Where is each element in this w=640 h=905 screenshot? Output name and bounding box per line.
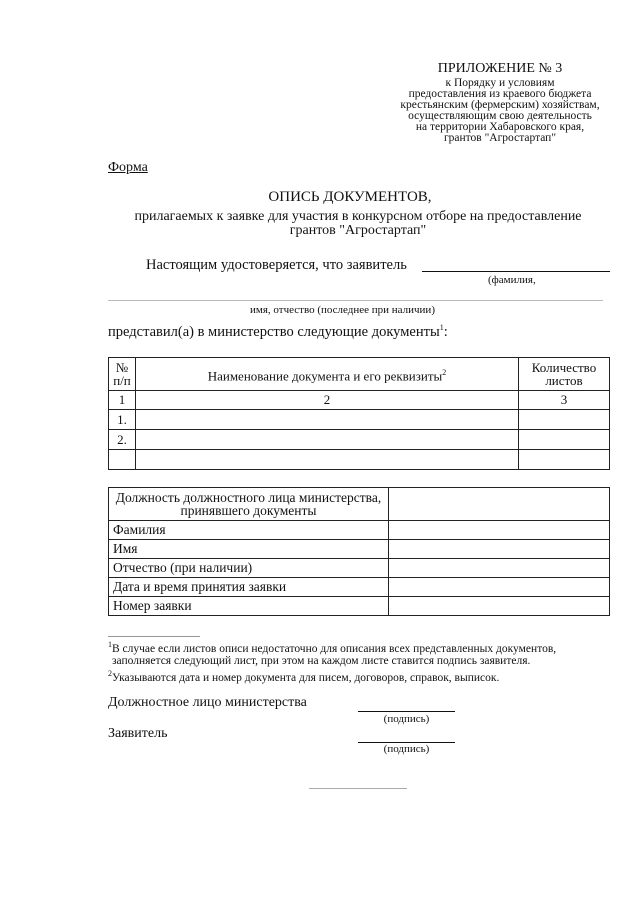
- info-row: [109, 521, 610, 540]
- official-position-value[interactable]: [389, 488, 610, 521]
- footnote-separator: [108, 636, 200, 637]
- row-number: 1.: [109, 410, 136, 430]
- patronymic-label: Отчество (при наличии): [109, 559, 389, 578]
- submitted-text: [108, 323, 448, 341]
- header-sheet-count: Количество листов: [519, 358, 610, 391]
- first-name-label: Имя: [109, 540, 389, 559]
- row-number: [109, 450, 136, 470]
- header-document-name: [136, 358, 519, 391]
- footnote-2: [108, 668, 613, 684]
- appendix-line: к Порядку и условиям: [445, 77, 555, 89]
- signature-caption: (подпись): [383, 743, 430, 755]
- submitted-colon: :: [443, 323, 448, 340]
- column-number: 1: [109, 391, 136, 410]
- info-row: [109, 559, 610, 578]
- footnotes: [108, 639, 613, 684]
- footnote-mark-1: 1: [108, 640, 112, 649]
- table-row: [109, 410, 610, 430]
- info-row: [109, 578, 610, 597]
- official-signature-line[interactable]: [358, 711, 455, 712]
- appendix-line: осуществляющим свою деятельность: [408, 110, 592, 122]
- column-number: 3: [519, 391, 610, 410]
- footnote-ref-1: 1: [439, 323, 444, 332]
- footnote-1-line-2: заполняется следующий лист, при этом на каждом листе ставится подпись заявителя.: [112, 655, 531, 668]
- application-number-value[interactable]: [389, 597, 610, 616]
- column-number: 2: [136, 391, 519, 410]
- footnote-2-text: Указываются дата и номер документа для писем, договоров, справок, выписок.: [112, 671, 500, 684]
- acceptance-datetime-label: Дата и время принятия заявки: [109, 578, 389, 597]
- appendix-title: ПРИЛОЖЕНИЕ № 3: [437, 61, 563, 76]
- application-number-label: Номер заявки: [109, 597, 389, 616]
- receipt-info-table: [108, 487, 610, 616]
- appendix-line: крестьянским (фермерским) хозяйствам,: [400, 99, 600, 111]
- acceptance-datetime-value[interactable]: [389, 578, 610, 597]
- form-label: Форма: [108, 160, 148, 175]
- info-row: [109, 488, 610, 521]
- sheet-count-cell[interactable]: [519, 430, 610, 450]
- row-number: 2.: [109, 430, 136, 450]
- table-row: [109, 450, 610, 470]
- footnote-mark-2: 2: [108, 668, 112, 678]
- info-row: [109, 540, 610, 559]
- signature-caption: (подпись): [383, 713, 430, 725]
- patronymic-value[interactable]: [389, 559, 610, 578]
- surname-value[interactable]: [389, 521, 610, 540]
- submitted-label: представил(а) в министерство следующие документы: [108, 323, 440, 340]
- official-position-label: Должность должностного лица министерства, принявшего документы: [109, 488, 389, 521]
- header-number: № п/п: [109, 358, 136, 391]
- table-row: [109, 430, 610, 450]
- documents-table: [108, 357, 610, 470]
- appendix-line: грантов "Агростартап": [443, 132, 557, 144]
- surname-hint: (фамилия,: [488, 274, 536, 286]
- sheet-count-cell[interactable]: [519, 410, 610, 430]
- page-divider: [309, 788, 407, 789]
- document-name-cell[interactable]: [136, 410, 519, 430]
- subtitle-line-2: грантов "Агростартап": [289, 223, 427, 238]
- appendix-line: предоставления из краевого бюджета: [408, 88, 592, 100]
- applicant-surname-field[interactable]: [422, 271, 610, 272]
- first-name-value[interactable]: [389, 540, 610, 559]
- document-name-cell[interactable]: [136, 450, 519, 470]
- appendix-header: [380, 60, 620, 144]
- appendix-line: на территории Хабаровского края,: [415, 121, 585, 133]
- sheet-count-cell[interactable]: [519, 450, 610, 470]
- footnote-ref-2: 2: [442, 367, 447, 377]
- names-hint: имя, отчество (последнее при наличии): [250, 304, 435, 316]
- certify-text: Настоящим удостоверяется, что заявитель: [146, 257, 407, 273]
- info-row: [109, 597, 610, 616]
- applicant-names-field[interactable]: [108, 300, 603, 301]
- table-header-row: [109, 358, 610, 391]
- applicant-signature-label: Заявитель: [108, 726, 168, 741]
- official-signature-label: Должностное лицо министерства: [108, 695, 307, 710]
- column-number-row: [109, 391, 610, 410]
- surname-label: Фамилия: [109, 521, 389, 540]
- document-subtitle: [108, 210, 608, 238]
- document-title: ОПИСЬ ДОКУМЕНТОВ,: [268, 189, 432, 205]
- header-name-label: Наименование документа и его реквизиты: [207, 368, 443, 384]
- footnote-1-line-1: В случае если листов описи недостаточно для описания всех представленных документов,: [112, 642, 557, 655]
- document-name-cell[interactable]: [136, 430, 519, 450]
- footnote-1: [108, 639, 613, 655]
- subtitle-line-1: прилагаемых к заявке для участия в конкурсном отборе на предоставление: [134, 209, 582, 224]
